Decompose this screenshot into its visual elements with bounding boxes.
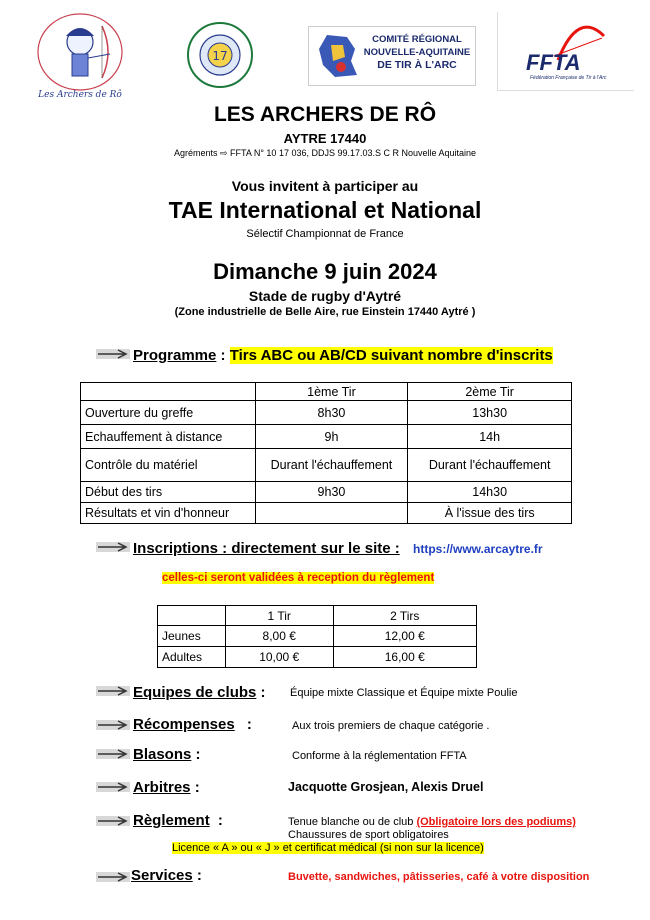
table-cell: 9h — [255, 425, 408, 449]
inscriptions-label: Inscriptions : directement sur le site : — [133, 540, 400, 557]
programme-value: Tirs ABC ou AB/CD suivant nombre d'inscrits — [229, 347, 553, 364]
table-cell: Contrôle du matériel — [81, 449, 256, 482]
reglement-line-1: Tenue blanche ou de club (Obligatoire lors des podiums) — [288, 816, 576, 828]
reglement-heading: Règlement : — [133, 812, 223, 829]
equipes-heading: Equipes de clubs : — [133, 684, 266, 701]
table-cell: Durant l'échauffement — [408, 449, 572, 482]
table-cell: Ouverture du greffe — [81, 401, 256, 425]
table-cell: 14h30 — [408, 482, 572, 503]
event-subtitle: Sélectif Championnat de France — [246, 228, 404, 240]
invitation-intro: Vous invitent à participer au — [231, 178, 419, 194]
programme-line — [133, 347, 553, 364]
table-cell: Adultes — [158, 647, 226, 668]
event-venue: Stade de rugby d'Aytré — [248, 288, 402, 304]
event-title: TAE International et National — [168, 197, 482, 223]
table-cell: Résultats et vin d'honneur — [81, 503, 256, 524]
table-row — [81, 401, 572, 425]
ffta-logo — [497, 12, 634, 91]
regional-line-3: DE TIR À L'ARC — [377, 59, 457, 71]
table-cell: 8,00 € — [225, 626, 333, 647]
reglement-licence: Licence « A » ou « J » et certificat médical (si non sur la licence) — [172, 842, 484, 854]
event-address: (Zone industrielle de Belle Aire, rue Einstein 17440 Aytré ) — [174, 306, 476, 318]
club-name: LES ARCHERS DE RÔ — [213, 103, 437, 126]
club-logo — [30, 10, 130, 105]
hand-pointer-icon — [96, 348, 130, 360]
table-row — [81, 503, 572, 524]
table-row — [81, 425, 572, 449]
table-cell: 9h30 — [255, 482, 408, 503]
table-header-cell: 2 Tirs — [333, 606, 476, 626]
blasons-heading: Blasons : — [133, 746, 201, 763]
equipes-text: Équipe mixte Classique et Équipe mixte Poulie — [290, 687, 518, 699]
regional-line-1: COMITÉ RÉGIONAL — [372, 34, 462, 45]
table-cell: 10,00 € — [225, 647, 333, 668]
table-cell: Jeunes — [158, 626, 226, 647]
tarifs-table — [157, 605, 477, 668]
table-row — [81, 482, 572, 503]
services-heading: Services : — [131, 867, 202, 884]
table-header-cell: 1 Tir — [225, 606, 333, 626]
programme-table — [80, 382, 572, 524]
hand-pointer-icon — [96, 748, 130, 760]
reglement-line-2: Chaussures de sport obligatoires — [288, 829, 449, 841]
club-logo-caption: Les Archers de Rô — [38, 90, 122, 100]
arbitres-text: Jacquotte Grosjean, Alexis Druel — [288, 780, 484, 794]
table-cell: 12,00 € — [333, 626, 476, 647]
table-row — [158, 626, 477, 647]
ffta-name: FFTA — [526, 50, 581, 75]
event-date: Dimanche 9 juin 2024 — [213, 259, 437, 284]
table-header-cell — [158, 606, 226, 626]
table-cell: 8h30 — [255, 401, 408, 425]
hand-pointer-icon — [96, 541, 130, 553]
hand-pointer-icon — [96, 781, 130, 793]
inscriptions-note: celles-ci seront validées à reception du règlement — [162, 572, 435, 584]
regional-logo — [308, 26, 476, 86]
arbitres-heading: Arbitres : — [133, 779, 200, 796]
hand-pointer-icon — [96, 815, 130, 827]
table-header-cell: 2ème Tir — [408, 383, 572, 401]
blasons-text: Conforme à la réglementation FFTA — [292, 750, 467, 762]
regional-line-2: NOUVELLE-AQUITAINE — [363, 47, 471, 58]
recompenses-text: Aux trois premiers de chaque catégorie . — [292, 720, 490, 732]
table-cell: 16,00 € — [333, 647, 476, 668]
hand-pointer-icon — [96, 685, 130, 697]
services-text: Buvette, sandwiches, pâtisseries, café à votre disposition — [288, 871, 590, 883]
club-city: AYTRE 17440 — [283, 131, 367, 146]
table-row — [81, 449, 572, 482]
ffta-caption: Fédération Française de Tir à l'Arc — [530, 75, 607, 81]
table-cell: À l'issue des tirs — [408, 503, 572, 524]
programme-label: Programme — [133, 347, 217, 364]
table-row — [158, 647, 477, 668]
table-cell: 14h — [408, 425, 572, 449]
table-cell: Début des tirs — [81, 482, 256, 503]
programme-colon: : — [216, 347, 230, 364]
table-row — [158, 606, 477, 626]
inscriptions-link[interactable]: https://www.arcaytre.fr — [413, 542, 543, 556]
table-row — [81, 383, 572, 401]
table-cell: 13h30 — [408, 401, 572, 425]
table-cell: Durant l'échauffement — [255, 449, 408, 482]
departemental-number: 17 — [212, 49, 228, 63]
recompenses-heading: Récompenses : — [133, 716, 252, 733]
departemental-seal-icon — [185, 20, 255, 90]
departemental-logo — [185, 20, 255, 90]
table-cell: Echauffement à distance — [81, 425, 256, 449]
table-header-cell: 1ème Tir — [255, 383, 408, 401]
region-map-icon — [313, 31, 363, 81]
table-cell — [255, 503, 408, 524]
hand-pointer-icon — [96, 871, 130, 883]
table-header-cell — [81, 383, 256, 401]
agrements: Agréments ⇨ FFTA N° 10 17 036, DDJS 99.17.03.S C R Nouvelle Aquitaine — [173, 148, 477, 158]
hand-pointer-icon — [96, 719, 130, 731]
